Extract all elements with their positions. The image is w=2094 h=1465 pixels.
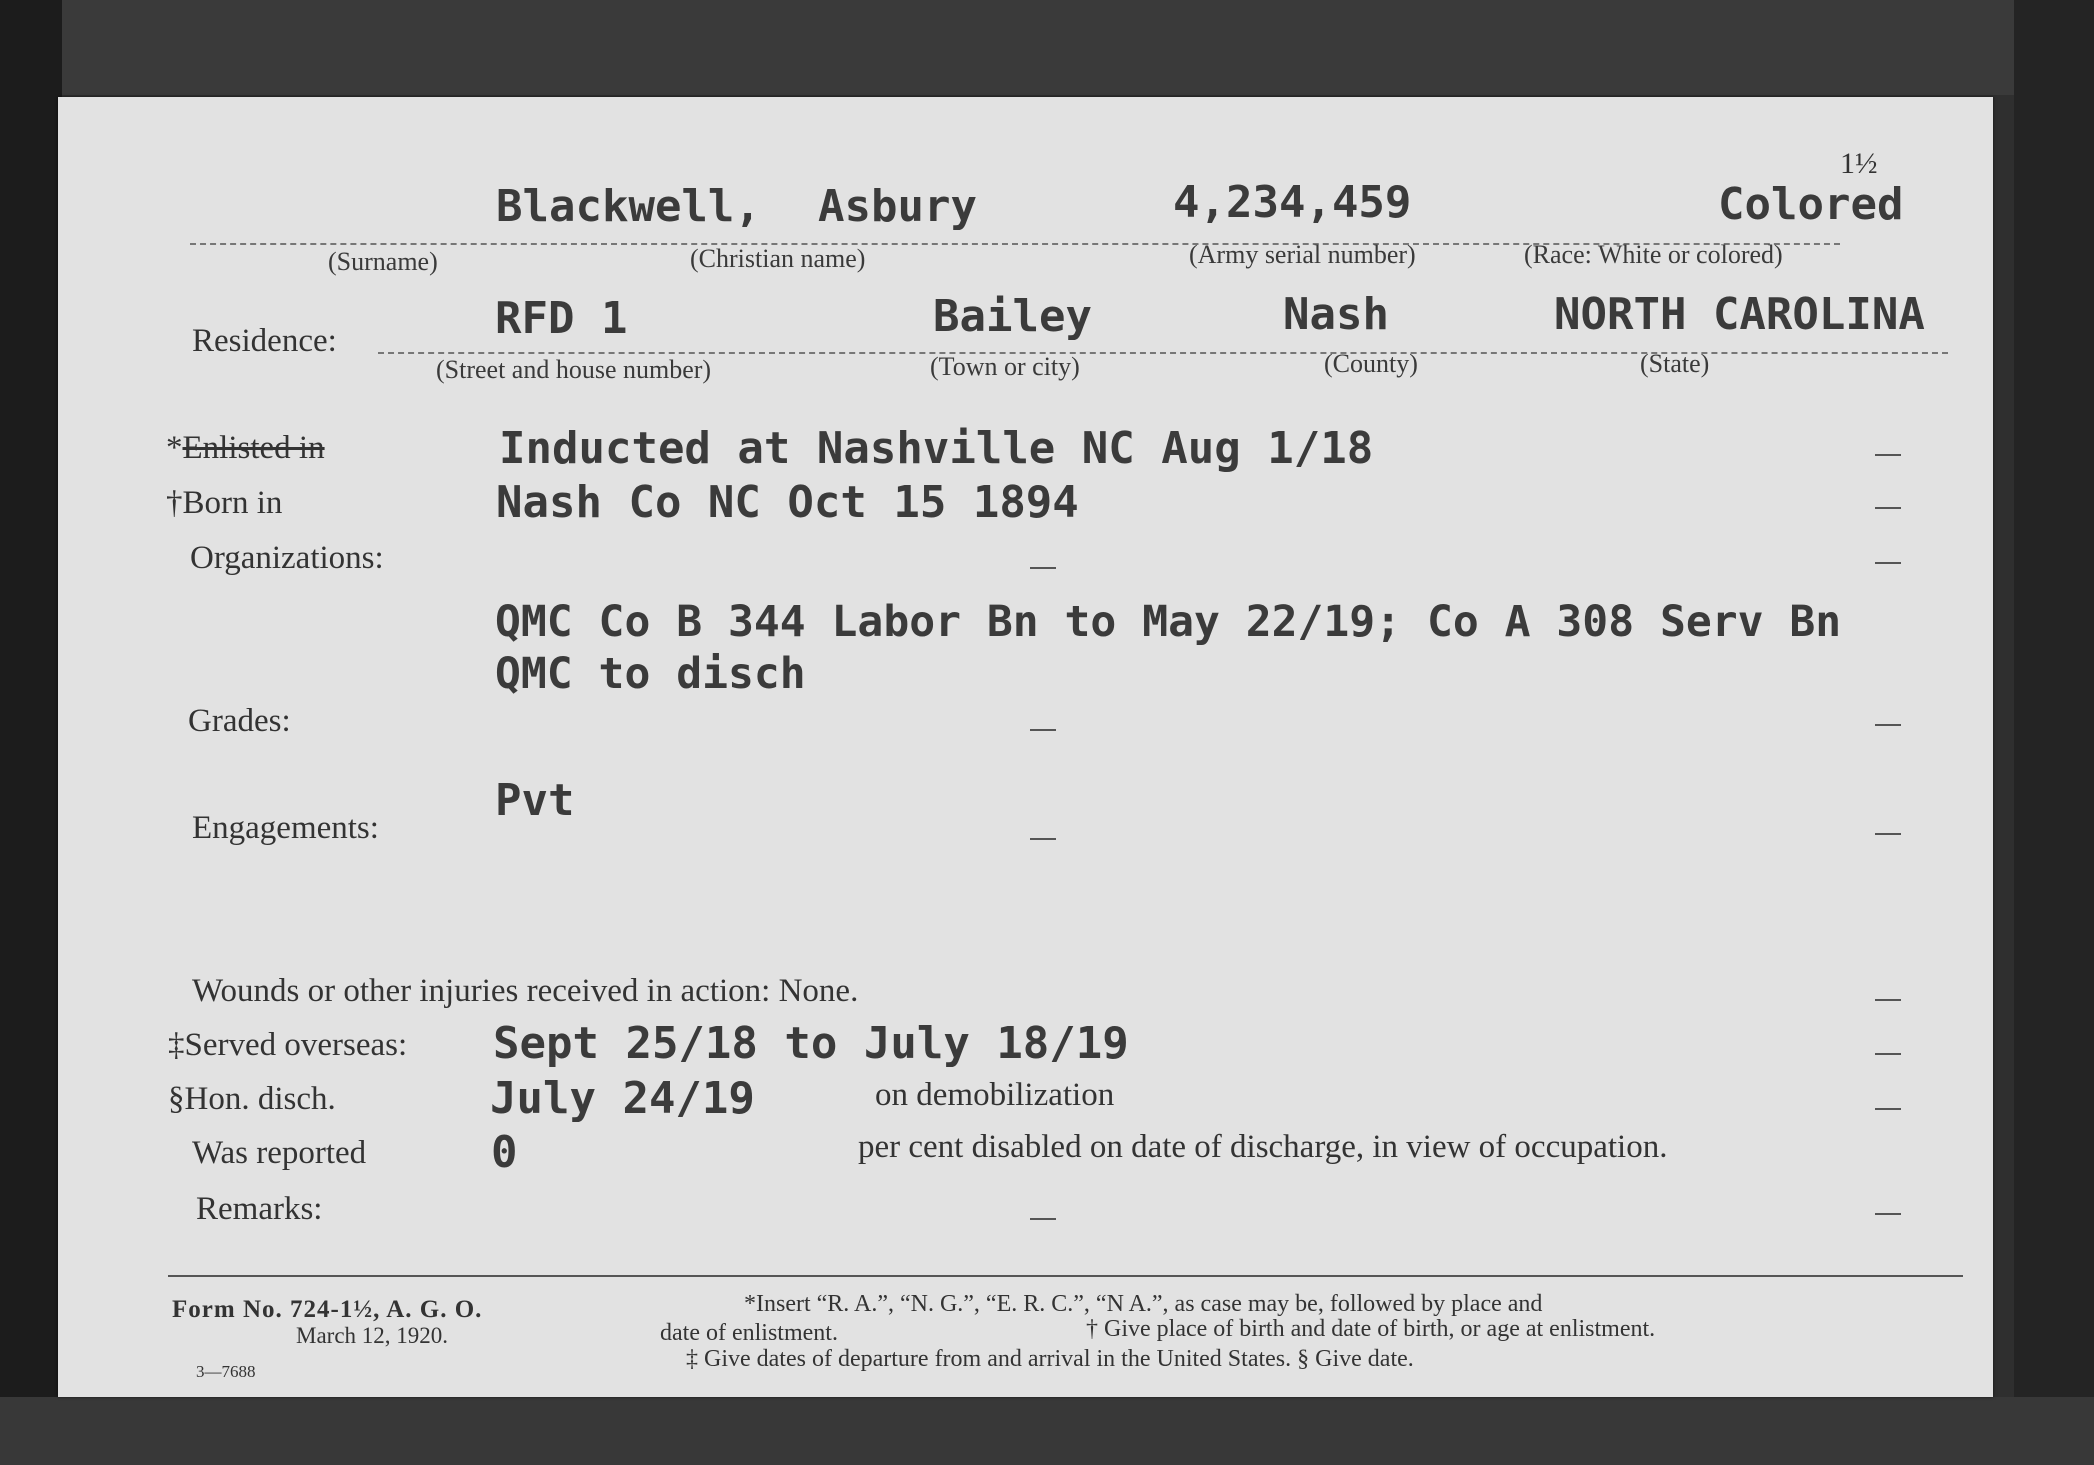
footnote-line-2a: date of enlistment.	[660, 1320, 838, 1346]
surname-value: Blackwell,	[496, 181, 761, 232]
grades-margin-mark	[1875, 724, 1901, 726]
card-fraction: 1½	[1840, 147, 1878, 180]
born-label-text: Born in	[182, 485, 283, 521]
engagements-label: Engagements:	[192, 810, 379, 846]
enlisted-value: Inducted at Nashville NC Aug 1/18	[499, 423, 1374, 474]
form-number: Form No. 724-1½, A. G. O.	[172, 1296, 483, 1323]
wounds-label	[192, 975, 858, 1008]
serial-number-caption: (Army serial number)	[1189, 240, 1416, 269]
footnote-line-1: *Insert “R. A.”, “N. G.”, “E. R. C.”, “N A.”, as case may be, followed by place and	[744, 1291, 1543, 1317]
organizations-blank-mark	[1030, 567, 1056, 569]
discharge-mark: §	[168, 1081, 185, 1117]
discharge-label-text: Hon. disch.	[184, 1081, 336, 1117]
enlisted-label	[166, 432, 325, 465]
engagements-blank-mark	[1030, 838, 1056, 840]
grades-value: Pvt	[495, 775, 575, 826]
enlisted-mark: *	[166, 430, 183, 466]
organizations-line-2: QMC to disch	[495, 649, 806, 699]
street-caption: (Street and house number)	[436, 355, 712, 384]
residence-dashed-line	[378, 352, 1948, 354]
footnote-line-2b: † Give place of birth and date of birth, or age at enlistment.	[1086, 1316, 1656, 1342]
remarks-blank-mark	[1030, 1218, 1056, 1220]
christian-name-value: Asbury	[818, 181, 977, 232]
remarks-label: Remarks:	[196, 1191, 323, 1227]
footer-rule	[168, 1275, 1963, 1277]
discharge-value: July 24/19	[490, 1073, 755, 1124]
enlisted-margin-mark	[1875, 454, 1901, 456]
christian-name-caption: (Christian name)	[690, 244, 866, 273]
print-code: 3—7688	[196, 1362, 256, 1381]
index-card	[58, 97, 1993, 1397]
wounds-label-text: Wounds or other injuries received in action:	[192, 973, 771, 1009]
grades-label: Grades:	[188, 703, 291, 739]
enlisted-label-text: Enlisted in	[182, 430, 325, 466]
remarks-margin-mark	[1875, 1213, 1901, 1215]
residence-label: Residence:	[192, 323, 337, 359]
born-value: Nash Co NC Oct 15 1894	[496, 477, 1079, 528]
organizations-label: Organizations:	[190, 540, 384, 576]
state-value: NORTH CAROLINA	[1554, 289, 1925, 340]
scan-background-bottom	[0, 1397, 2094, 1465]
reported-value: 0	[491, 1127, 518, 1178]
footnote-line-3: ‡ Give dates of departure from and arrival in the United States. § Give date.	[686, 1346, 1414, 1372]
born-margin-mark	[1875, 507, 1901, 509]
discharge-reason: on demobilization	[875, 1077, 1115, 1113]
engagements-margin-mark	[1875, 833, 1901, 835]
town-value: Bailey	[933, 291, 1092, 342]
overseas-label	[168, 1029, 407, 1062]
street-value: RFD 1	[495, 293, 628, 344]
county-caption: (County)	[1324, 349, 1418, 378]
reported-label: Was reported	[192, 1135, 367, 1171]
race-caption: (Race: White or colored)	[1524, 240, 1783, 269]
organizations-margin-mark	[1875, 562, 1901, 564]
wounds-value: None.	[778, 973, 859, 1009]
town-caption: (Town or city)	[930, 352, 1080, 381]
serial-number-value: 4,234,459	[1173, 177, 1412, 228]
scan-background-right	[2014, 0, 2094, 1465]
state-caption: (State)	[1640, 349, 1710, 378]
surname-caption: (Surname)	[328, 247, 438, 276]
overseas-value: Sept 25/18 to July 18/19	[493, 1018, 1129, 1069]
wounds-margin-mark	[1875, 999, 1901, 1001]
born-label	[166, 487, 282, 520]
scan-background-left	[0, 0, 62, 1465]
overseas-mark: ‡	[168, 1027, 185, 1063]
scan-background-top	[0, 0, 2094, 95]
discharge-margin-mark	[1875, 1108, 1901, 1110]
race-value: Colored	[1718, 179, 1904, 230]
grades-blank-mark	[1030, 729, 1056, 731]
reported-suffix: per cent disabled on date of discharge, in view of occupation.	[858, 1129, 1668, 1165]
overseas-margin-mark	[1875, 1053, 1901, 1055]
organizations-line-1: QMC Co B 344 Labor Bn to May 22/19; Co A 308 Serv Bn	[495, 597, 1842, 647]
born-mark: †	[166, 485, 183, 521]
form-date: March 12, 1920.	[296, 1323, 449, 1348]
overseas-label-text: Served overseas:	[184, 1027, 408, 1063]
discharge-label	[168, 1083, 336, 1116]
county-value: Nash	[1283, 289, 1389, 340]
